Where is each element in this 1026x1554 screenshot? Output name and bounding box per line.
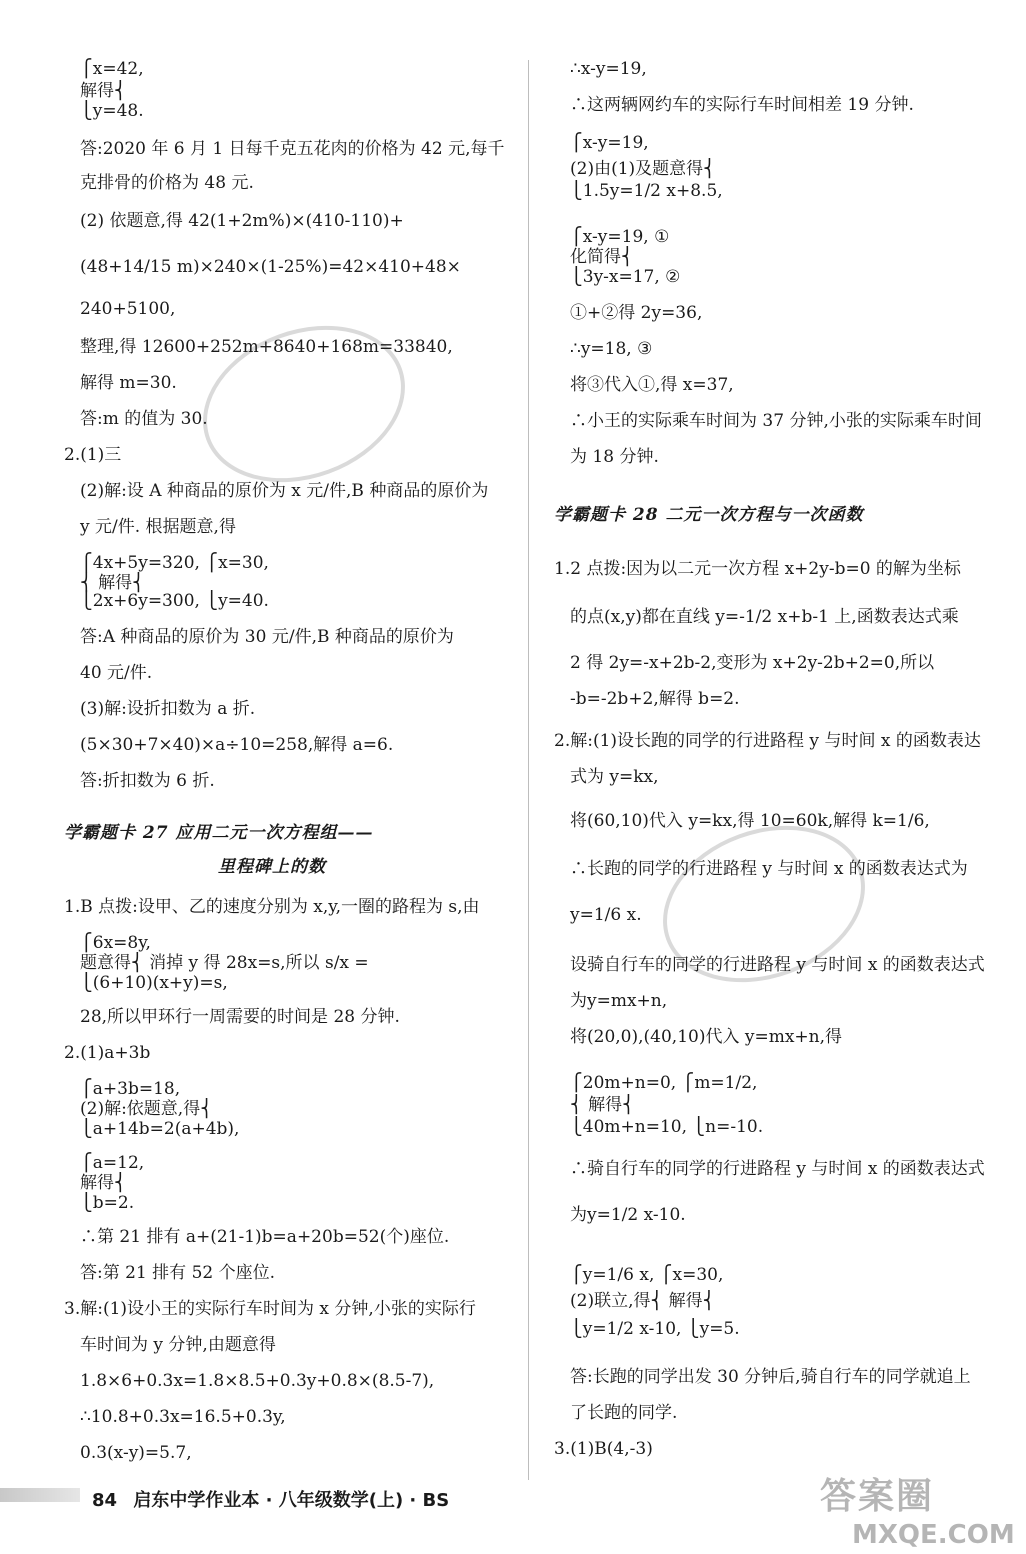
- left-line: 里程碑上的数: [218, 857, 326, 877]
- left-line: 40 元/件.: [80, 663, 153, 683]
- right-line: 2 得 2y=-x+2b-2,变形为 x+2y-2b+2=0,所以: [570, 653, 935, 673]
- left-line: ⎧a=12,: [80, 1153, 145, 1173]
- left-line: 28,所以甲环行一周需要的时间是 28 分钟.: [80, 1007, 400, 1027]
- right-line: ⎧x-y=19, ①: [570, 227, 670, 247]
- left-line: 答:m 的值为 30.: [80, 409, 208, 429]
- left-line: 3.解:(1)设小王的实际行车时间为 x 分钟,小张的实际行: [64, 1299, 476, 1319]
- left-line: 克排骨的价格为 48 元.: [80, 173, 254, 193]
- right-line: ⎩40m+n=10, ⎩n=-10.: [570, 1117, 764, 1137]
- left-line: 240+5100,: [80, 299, 176, 319]
- left-line: (5×30+7×40)×a÷10=258,解得 a=6.: [80, 735, 394, 755]
- right-line: 为 18 分钟.: [570, 447, 659, 467]
- right-line: ⎧20m+n=0, ⎧m=1/2,: [570, 1073, 758, 1093]
- left-line: 1.8×6+0.3x=1.8×8.5+0.3y+0.8×(8.5-7),: [80, 1371, 435, 1391]
- left-line: y 元/件. 根据题意,得: [80, 517, 236, 537]
- left-line: (2) 依题意,得 42(1+2m%)×(410-110)+: [80, 211, 404, 231]
- right-line: ∴x-y=19,: [570, 59, 647, 79]
- right-line: 设骑自行车的同学的行进路程 y 与时间 x 的函数表达式: [570, 955, 985, 975]
- left-line: 答:2020 年 6 月 1 日每千克五花肉的价格为 42 元,每千: [80, 139, 505, 159]
- left-line: ⎧a+3b=18,: [80, 1079, 181, 1099]
- right-line: 3.(1)B(4,-3): [554, 1439, 653, 1459]
- right-line: 为y=1/2 x-10.: [570, 1205, 686, 1225]
- left-line: 1.B 点拨:设甲、乙的速度分别为 x,y,一圈的路程为 s,由: [64, 897, 480, 917]
- right-line: ①+②得 2y=36,: [570, 303, 703, 323]
- watermark-logo: 答案圈: [820, 1476, 935, 1517]
- left-line: 2.(1)三: [64, 445, 122, 465]
- stamp-watermark-left: [181, 299, 427, 509]
- right-line: ∴这两辆网约车的实际行车时间相差 19 分钟.: [570, 95, 914, 115]
- left-line: 答:A 种商品的原价为 30 元/件,B 种商品的原价为: [80, 627, 454, 647]
- left-line: ⎩b=2.: [80, 1193, 135, 1213]
- book-title: 启东中学作业本 · 八年级数学(上) · BS: [133, 1490, 450, 1511]
- footer-bar: [0, 1488, 80, 1502]
- left-line: ⎩(6+10)(x+y)=s,: [80, 973, 228, 993]
- right-line: ⎧y=1/6 x, ⎧x=30,: [570, 1265, 724, 1285]
- left-line: 解得 m=30.: [80, 373, 177, 393]
- right-line: 为y=mx+n,: [570, 991, 668, 1011]
- right-line: 式为 y=kx,: [570, 767, 659, 787]
- right-line: ⎨ 解得⎨: [570, 1095, 635, 1115]
- left-line: ⎩2x+6y=300, ⎩y=40.: [80, 591, 269, 611]
- left-line: 车时间为 y 分钟,由题意得: [80, 1335, 276, 1355]
- right-line: ∴y=18, ③: [570, 339, 653, 359]
- left-line: 0.3(x-y)=5.7,: [80, 1443, 192, 1463]
- right-line: ⎩y=1/2 x-10, ⎩y=5.: [570, 1319, 740, 1339]
- page-footer: [92, 1486, 449, 1512]
- left-line: 答:第 21 排有 52 个座位.: [80, 1263, 276, 1283]
- left-line: 解得⎨: [80, 1173, 127, 1193]
- left-line: (3)解:设折扣数为 a 折.: [80, 699, 256, 719]
- right-line: 了长跑的同学.: [570, 1403, 678, 1423]
- column-divider: [528, 60, 529, 1480]
- watermark-site: MXQE.COM: [852, 1520, 1015, 1550]
- left-line: 答:折扣数为 6 折.: [80, 771, 215, 791]
- left-line: 解得⎨: [80, 81, 127, 101]
- right-line: 1.2 点拨:因为以二元一次方程 x+2y-b=0 的解为坐标: [554, 559, 961, 579]
- left-line: ⎧4x+5y=320, ⎧x=30,: [80, 553, 269, 573]
- left-line: 2.(1)a+3b: [64, 1043, 151, 1063]
- right-line: ⎩3y-x=17, ②: [570, 267, 681, 287]
- page-number: 84: [92, 1490, 118, 1511]
- right-line: -b=-2b+2,解得 b=2.: [570, 689, 740, 709]
- left-line: ⎧6x=8y,: [80, 933, 151, 953]
- left-line: ⎩a+14b=2(a+4b),: [80, 1119, 240, 1139]
- right-line: 学霸题卡 28 二元一次方程与一次函数: [554, 505, 864, 525]
- right-line: (2)联立,得⎨ 解得⎨: [570, 1291, 716, 1311]
- right-line: 化简得⎨: [570, 247, 634, 267]
- right-line: 答:长跑的同学出发 30 分钟后,骑自行车的同学就追上: [570, 1367, 971, 1387]
- left-line: ⎩y=48.: [80, 101, 144, 121]
- left-line: 整理,得 12600+252m+8640+168m=33840,: [80, 337, 453, 357]
- left-line: 学霸题卡 27 应用二元一次方程组——: [64, 823, 374, 843]
- left-line: 题意得⎨ 消掉 y 得 28x=s,所以 s/x =: [80, 953, 369, 973]
- right-line: 将(20,0),(40,10)代入 y=mx+n,得: [570, 1027, 843, 1047]
- right-line: ⎧x-y=19,: [570, 133, 649, 153]
- left-line: (48+14/15 m)×240×(1-25%)=42×410+48×: [80, 257, 461, 277]
- left-line: ⎧x=42,: [80, 59, 144, 79]
- right-line: ⎩1.5y=1/2 x+8.5,: [570, 181, 723, 201]
- right-line: 2.解:(1)设长跑的同学的行进路程 y 与时间 x 的函数表达: [554, 731, 981, 751]
- left-line: ∴第 21 排有 a+(21-1)b=a+20b=52(个)座位.: [80, 1227, 450, 1247]
- right-line: ∴长跑的同学的行进路程 y 与时间 x 的函数表达式为: [570, 859, 968, 879]
- right-line: ∴小王的实际乘车时间为 37 分钟,小张的实际乘车时间: [570, 411, 982, 431]
- right-line: (2)由(1)及题意得⎨: [570, 159, 716, 179]
- left-line: (2)解:依题意,得⎨: [80, 1099, 213, 1119]
- right-line: 将(60,10)代入 y=kx,得 10=60k,解得 k=1/6,: [570, 811, 930, 831]
- right-line: 将③代入①,得 x=37,: [570, 375, 734, 395]
- right-line: ∴骑自行车的同学的行进路程 y 与时间 x 的函数表达式: [570, 1159, 985, 1179]
- left-line: ⎨ 解得⎨: [80, 573, 145, 593]
- left-line: ∴10.8+0.3x=16.5+0.3y,: [80, 1407, 286, 1427]
- left-line: (2)解:设 A 种商品的原价为 x 元/件,B 种商品的原价为: [80, 481, 489, 501]
- right-line: 的点(x,y)都在直线 y=-1/2 x+b-1 上,函数表达式乘: [570, 607, 959, 627]
- right-line: y=1/6 x.: [570, 905, 642, 925]
